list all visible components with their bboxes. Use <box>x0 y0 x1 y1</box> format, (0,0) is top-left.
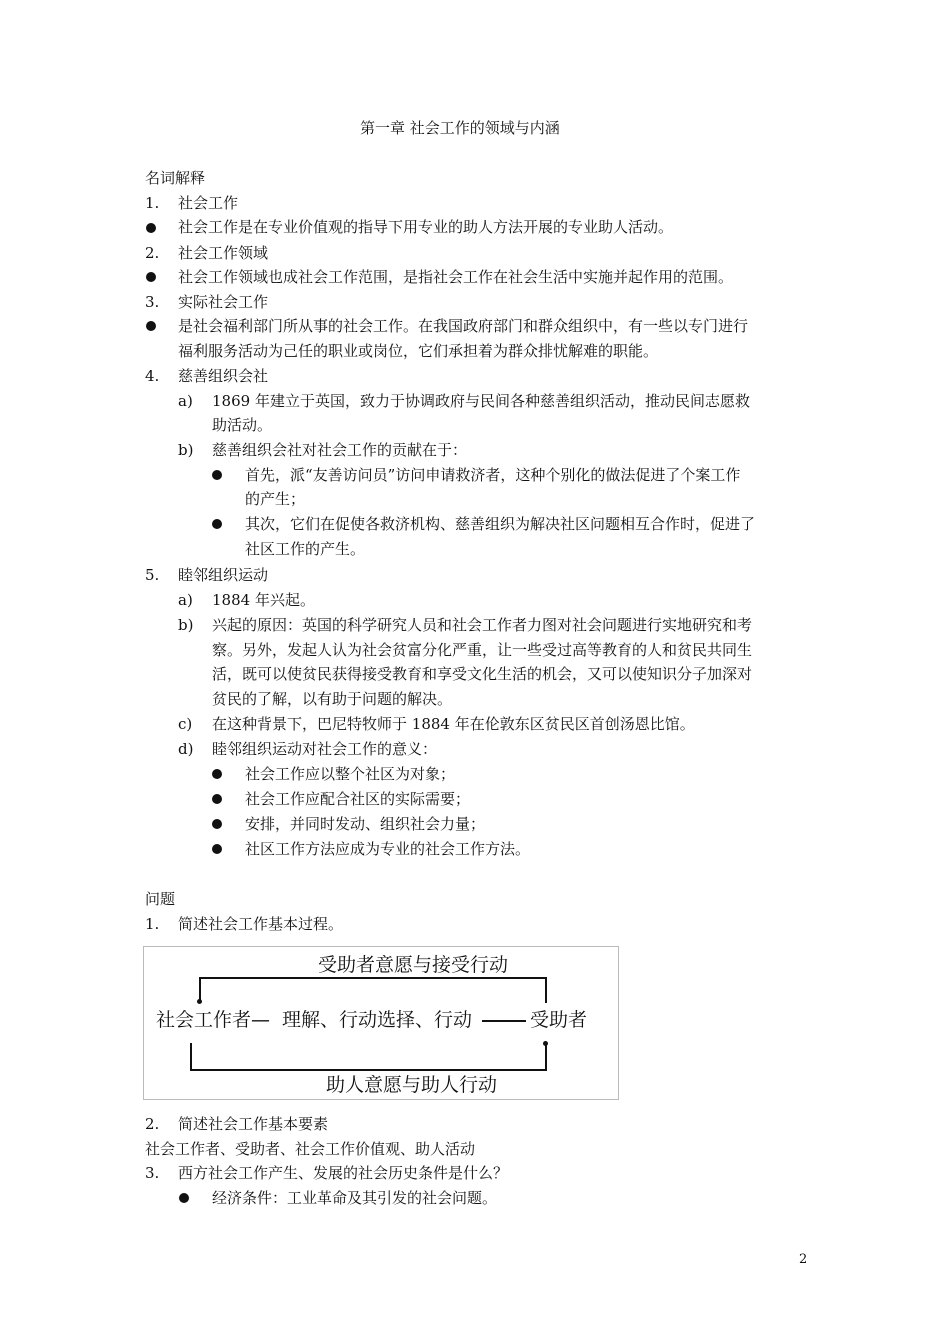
page-title: 第一章 社会工作的领域与内涵 <box>360 119 560 137</box>
diagram-top-right-tick <box>545 977 547 1003</box>
term-5-number: 5. <box>145 566 160 584</box>
diagram-left-node: 社会工作者— <box>156 1009 271 1031</box>
bullet-icon <box>212 519 222 529</box>
term-5-c-label: c) <box>178 715 193 733</box>
question-1-number: 1. <box>145 915 160 933</box>
term-4-b-point2-line2: 社区工作的产生。 <box>245 540 366 558</box>
diagram-top-label: 受助者意愿与接受行动 <box>318 954 509 976</box>
term-4-heading: 慈善组织会社 <box>178 367 269 385</box>
section-heading-questions: 问题 <box>145 890 176 908</box>
term-5-heading: 睦邻组织运动 <box>178 566 269 584</box>
diagram-dash <box>482 1020 526 1022</box>
arrowhead-icon <box>543 1041 548 1046</box>
term-5-d-point: 社会工作应以整个社区为对象； <box>245 765 456 783</box>
diagram-bottom-right-arrow <box>545 1043 547 1071</box>
term-4-number: 4. <box>145 367 160 385</box>
term-5-d-point: 安排，并同时发动、组织社会力量； <box>245 815 486 833</box>
term-4-b-label: b) <box>178 441 194 459</box>
diagram-bottom-line <box>190 1069 547 1071</box>
diagram-right-node: 受助者 <box>530 1009 588 1031</box>
bullet-icon <box>212 769 222 779</box>
term-1-number: 1. <box>145 194 160 212</box>
page-number: 2 <box>799 1252 808 1267</box>
bullet-icon <box>146 321 156 331</box>
term-3-heading: 实际社会工作 <box>178 293 269 311</box>
bullet-icon <box>212 470 222 480</box>
term-5-d-label: d) <box>178 740 194 758</box>
bullet-icon <box>212 819 222 829</box>
question-3-text: 西方社会工作产生、发展的社会历史条件是什么？ <box>178 1164 509 1182</box>
diagram-bottom-label: 助人意愿与助人行动 <box>326 1074 498 1096</box>
term-4-a-line1: 1869 年建立于英国，致力于协调政府与民间各种慈善组织活动，推动民间志愿救 <box>212 392 750 410</box>
diagram-bottom-left-tick <box>190 1043 192 1071</box>
question-3-number: 3. <box>145 1164 160 1182</box>
term-4-b-text: 慈善组织会社对社会工作的贡献在于： <box>212 441 468 459</box>
arrowhead-icon <box>197 999 202 1004</box>
question-2-answer: 社会工作者、受助者、社会工作价值观、助人活动 <box>145 1140 476 1158</box>
term-5-d-point: 社会工作应配合社区的实际需要； <box>245 790 471 808</box>
term-2-number: 2. <box>145 244 160 262</box>
term-4-a-label: a) <box>178 392 193 410</box>
section-heading-terms: 名词解释 <box>145 169 206 187</box>
term-4-a-line2: 助活动。 <box>212 416 273 434</box>
term-5-d-text: 睦邻组织运动对社会工作的意义： <box>212 740 438 758</box>
term-5-b-line1: 兴起的原因：英国的科学研究人员和社会工作者力图对社会问题进行实地研究和考 <box>212 616 753 634</box>
term-3-number: 3. <box>145 293 160 311</box>
bullet-icon <box>212 844 222 854</box>
process-diagram <box>143 946 619 1100</box>
term-2-heading: 社会工作领域 <box>178 244 269 262</box>
bullet-icon <box>179 1193 189 1203</box>
term-5-c-text: 在这种背景下，巴尼特牧师于 1884 年在伦敦东区贫民区首创汤恩比馆。 <box>212 715 695 733</box>
diagram-top-line <box>199 977 547 979</box>
term-2-definition: 社会工作领域也成社会工作范围，是指社会工作在社会生活中实施并起作用的范围。 <box>178 268 734 286</box>
bullet-icon <box>212 794 222 804</box>
bullet-icon <box>146 223 156 233</box>
term-5-b-line3: 活，既可以使贫民获得接受教育和享受文化生活的机会，又可以使知识分子加深对 <box>212 665 753 683</box>
question-1-text: 简述社会工作基本过程。 <box>178 915 344 933</box>
term-5-b-label: b) <box>178 616 194 634</box>
term-5-b-line4: 贫民的了解，以有助于问题的解决。 <box>212 690 453 708</box>
question-2-number: 2. <box>145 1115 160 1133</box>
term-4-b-point2-line1: 其次，它们在促使各救济机构、慈善组织为解决社区问题相互合作时，促进了 <box>245 515 756 533</box>
term-1-definition: 社会工作是在专业价值观的指导下用专业的助人方法开展的专业助人活动。 <box>178 218 674 236</box>
term-3-definition-line2: 福利服务活动为己任的职业或岗位，它们承担着为群众排忧解难的职能。 <box>178 342 659 360</box>
term-5-d-point: 社区工作方法应成为专业的社会工作方法。 <box>245 840 531 858</box>
question-3-point: 经济条件：工业革命及其引发的社会问题。 <box>212 1189 498 1207</box>
term-4-b-point1-line1: 首先，派“友善访问员”访问申请救济者，这种个别化的做法促进了个案工作 <box>245 466 741 484</box>
term-5-a-text: 1884 年兴起。 <box>212 591 315 609</box>
diagram-middle-node: 理解、行动选择、行动 <box>282 1009 473 1031</box>
question-2-text: 简述社会工作基本要素 <box>178 1115 329 1133</box>
term-4-b-point1-line2: 的产生； <box>245 490 306 508</box>
bullet-icon <box>146 272 156 282</box>
term-3-definition-line1: 是社会福利部门所从事的社会工作。在我国政府部门和群众组织中，有一些以专门进行 <box>178 317 749 335</box>
term-5-a-label: a) <box>178 591 193 609</box>
term-5-b-line2: 察。另外，发起人认为社会贫富分化严重，让一些受过高等教育的人和贫民共同生 <box>212 641 753 659</box>
term-1-heading: 社会工作 <box>178 194 239 212</box>
